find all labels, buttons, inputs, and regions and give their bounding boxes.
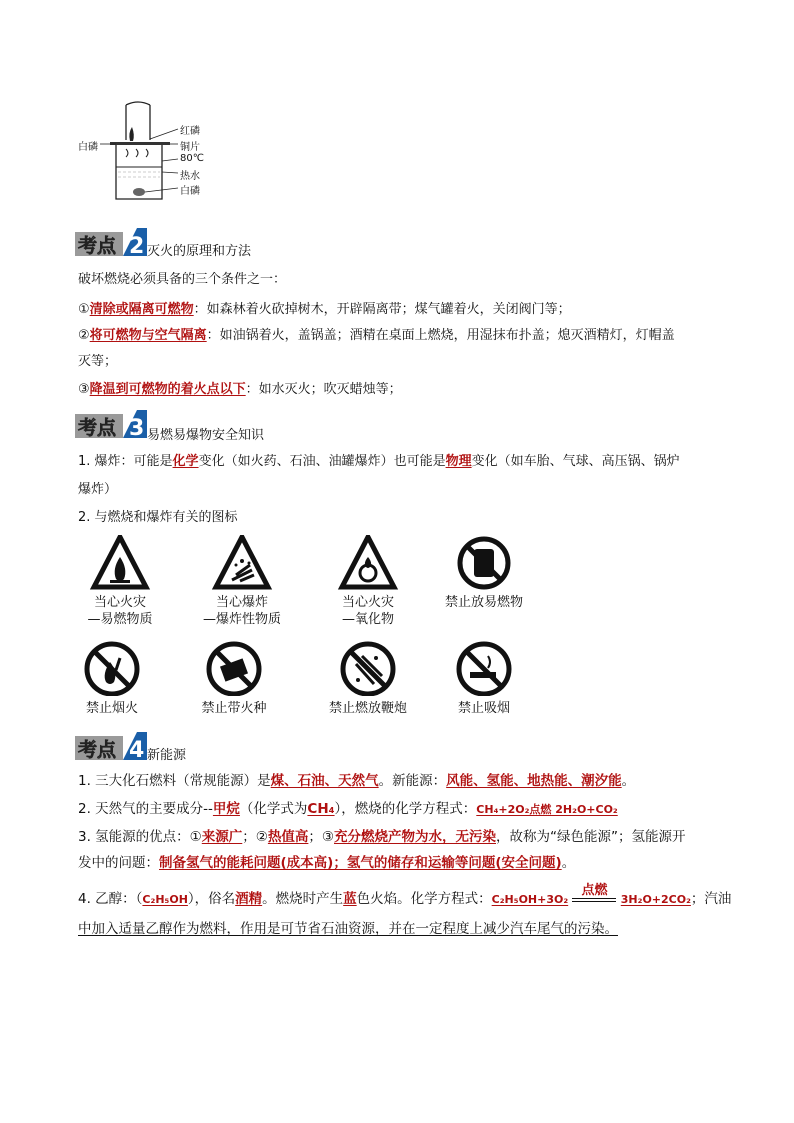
label-red-phosphorus: 红磷	[180, 126, 200, 137]
section4-badge-number: 4	[129, 738, 145, 762]
section2-badge-text: 考点	[78, 235, 117, 257]
label-hot-water: 热水	[180, 171, 200, 182]
section2-badge-number: 2	[129, 234, 145, 258]
section4-line4: 发中的问题：制备氢气的能耗问题(成本高)；氢气的储存和运输等问题(安全问题)。	[78, 855, 576, 871]
no-flammables-icon	[434, 535, 534, 590]
sign-no-flammables: 禁止放易燃物	[434, 535, 534, 611]
section3-line2: 2. 与燃烧和爆炸有关的图标	[78, 510, 238, 525]
item1-key: 清除或隔离可燃物	[89, 302, 194, 317]
apparatus-drawing	[80, 95, 240, 205]
sign-explosion-warning: 当心爆炸 —爆炸性物质	[192, 535, 292, 628]
sign-no-matches: 禁止带火种	[184, 640, 284, 717]
label-copper-plate: 铜片	[180, 142, 200, 153]
section2-title: 灭火的原理和方法	[147, 244, 252, 259]
section3-badge-number: 3	[129, 416, 145, 440]
section3-title: 易燃易爆物安全知识	[147, 428, 265, 443]
section4-line6: 中加入适量乙醇作为燃料，作用是可节省石油资源，并在一定程度上减少汽车尾气的污染。	[78, 921, 618, 937]
sign-flame-warning: 当心火灾 —易燃物质	[70, 535, 170, 628]
no-open-flame-icon	[62, 640, 162, 696]
section4-badge-text: 考点	[78, 739, 117, 761]
section2-item-3: ③降温到可燃物的着火点以下：如水灭火；吹灭蜡烛等；	[78, 382, 402, 397]
label-temperature: 80℃	[180, 153, 204, 164]
no-matches-icon	[184, 640, 284, 696]
no-firecrackers-icon	[318, 640, 418, 696]
section4-line2: 2. 天然气的主要成分--甲烷（化学式为CH₄），燃烧的化学方程式：CH₄+2O₂点燃 2H₂O+CO₂	[78, 801, 618, 817]
section2-item-2: ②将可燃物与空气隔离：如油锅着火，盖锅盖；酒精在桌面上燃烧，用湿抹布扑盖；熄灭酒精灯，灯帽盖	[78, 328, 675, 343]
section4-title: 新能源	[147, 748, 187, 763]
section2-intro: 破坏燃烧必须具备的三个条件之一：	[78, 272, 287, 287]
section3-line1: 1. 爆炸：可能是化学变化（如火药、石油、油罐爆炸）也可能是物理变化（如车胎、气球、高压锅、锅炉	[78, 454, 680, 469]
section2-item-2-cont: 灭等；	[78, 354, 118, 369]
reaction-condition: 点燃	[572, 896, 616, 902]
section3-line1-cont: 爆炸）	[78, 482, 118, 497]
section3-badge-text: 考点	[78, 417, 117, 439]
section4-line5: 4. 乙醇：（C₂H₅OH），俗名酒精。燃烧时产生蓝色火焰。化学方程式：C₂H₅OH+3O₂ 点燃 3H₂O+2CO₂；汽油	[78, 883, 732, 907]
sign-no-open-flame: 禁止烟火	[62, 640, 162, 717]
label-white-phosphorus-bottom: 白磷	[180, 186, 200, 197]
section3-badge-icon	[75, 408, 147, 440]
sign-no-firecrackers: 禁止燃放鞭炮	[318, 640, 418, 717]
sign-oxidizer-warning: 当心火灾 —氧化物	[318, 535, 418, 628]
label-white-phosphorus-left: 白磷	[78, 142, 98, 153]
oxidizer-warning-icon	[318, 535, 418, 590]
sign-no-smoking: 禁止吸烟	[434, 640, 534, 717]
combustion-apparatus-diagram	[80, 95, 240, 205]
explosion-warning-icon	[192, 535, 292, 590]
item3-key: 降温到可燃物的着火点以下	[89, 382, 246, 397]
section2-badge-icon	[75, 226, 147, 258]
section4-line3: 3. 氢能源的优点：①来源广；②热值高；③充分燃烧产物为水，无污染，故称为“绿色能源”；氢能源开	[78, 829, 686, 845]
item2-key: 将可燃物与空气隔离	[89, 328, 207, 343]
no-smoking-icon	[434, 640, 534, 696]
section2-item-1: ①清除或隔离可燃物：如森林着火砍掉树木，开辟隔离带；煤气罐着火，关闭阀门等；	[78, 302, 571, 317]
section4-line1: 1. 三大化石燃料（常规能源）是煤、石油、天然气。新能源：风能、氢能、地热能、潮汐能。	[78, 773, 636, 789]
section4-badge-icon	[75, 730, 147, 762]
flame-warning-icon	[70, 535, 170, 590]
